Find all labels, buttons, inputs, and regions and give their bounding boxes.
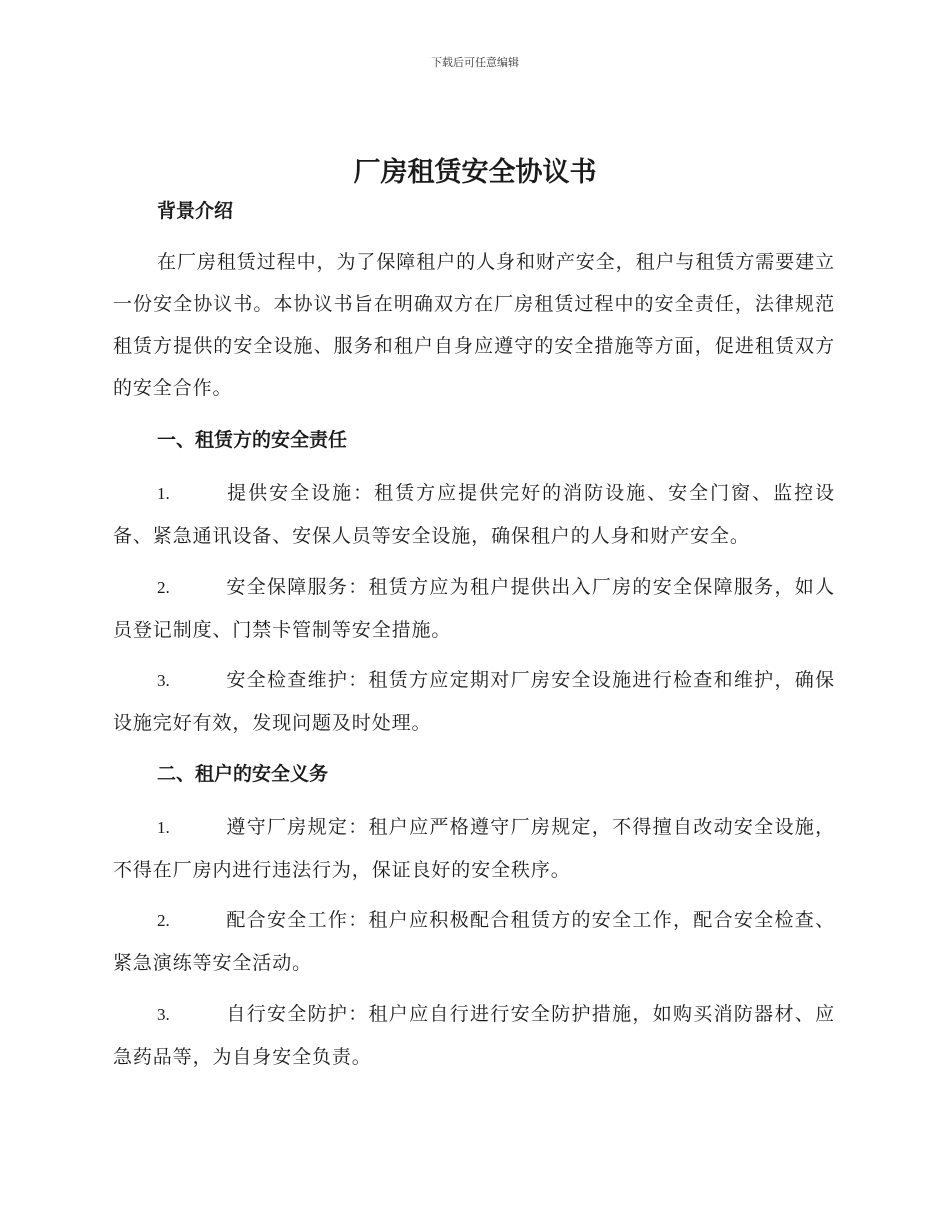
section1-item-2 (113, 566, 835, 651)
section2-item-1 (113, 806, 835, 891)
item-text: 提供安全设施：租赁方应提供完好的消防设施、安全门窗、监控设备、紧急通讯设备、安保人员等安全设施，确保租户的人身和财产安全。 (113, 482, 835, 547)
section1-item-3 (113, 659, 835, 744)
item-number: 1. (157, 818, 170, 837)
item-text: 安全检查维护：租赁方应定期对厂房安全设施进行检查和维护，确保设施完好有效，发现问题及时处理。 (113, 669, 835, 734)
item-text: 遵守厂房规定：租户应严格遵守厂房规定，不得擅自改动安全设施，不得在厂房内进行违法行为，保证良好的安全秩序。 (113, 816, 835, 881)
item-number: 2. (157, 911, 170, 930)
section1-item-1 (113, 472, 835, 557)
document-title: 厂房租赁安全协议书 (353, 157, 597, 188)
background-paragraph: 在厂房租赁过程中，为了保障租户的人身和财产安全，租户与租赁方需要建立一份安全协议书。本协议书旨在明确双方在厂房租赁过程中的安全责任，法律规范租赁方提供的安全设施、服务和租户自身应遵守的安全措施等方面，促进租赁双方的安全合作。 (113, 251, 835, 399)
item-text: 配合安全工作：租户应积极配合租赁方的安全工作，配合安全检查、紧急演练等安全活动。 (113, 909, 835, 974)
section2-item-3 (113, 993, 835, 1078)
page-header-note: 下载后可任意编辑 (431, 56, 519, 69)
item-text: 安全保障服务：租赁方应为租户提供出入厂房的安全保障服务，如人员登记制度、门禁卡管制等安全措施。 (113, 576, 835, 641)
item-number: 1. (157, 484, 170, 503)
section2-item-2 (113, 899, 835, 984)
item-number: 3. (157, 671, 170, 690)
item-text: 自行安全防护：租户应自行进行安全防护措施，如购买消防器材、应急药品等，为自身安全负责。 (113, 1003, 835, 1068)
section1-heading: 一、租赁方的安全责任 (157, 429, 348, 451)
item-number: 2. (157, 578, 170, 597)
item-number: 3. (157, 1005, 170, 1024)
section2-heading: 二、租户的安全义务 (157, 763, 329, 785)
background-heading: 背景介绍 (157, 200, 234, 222)
